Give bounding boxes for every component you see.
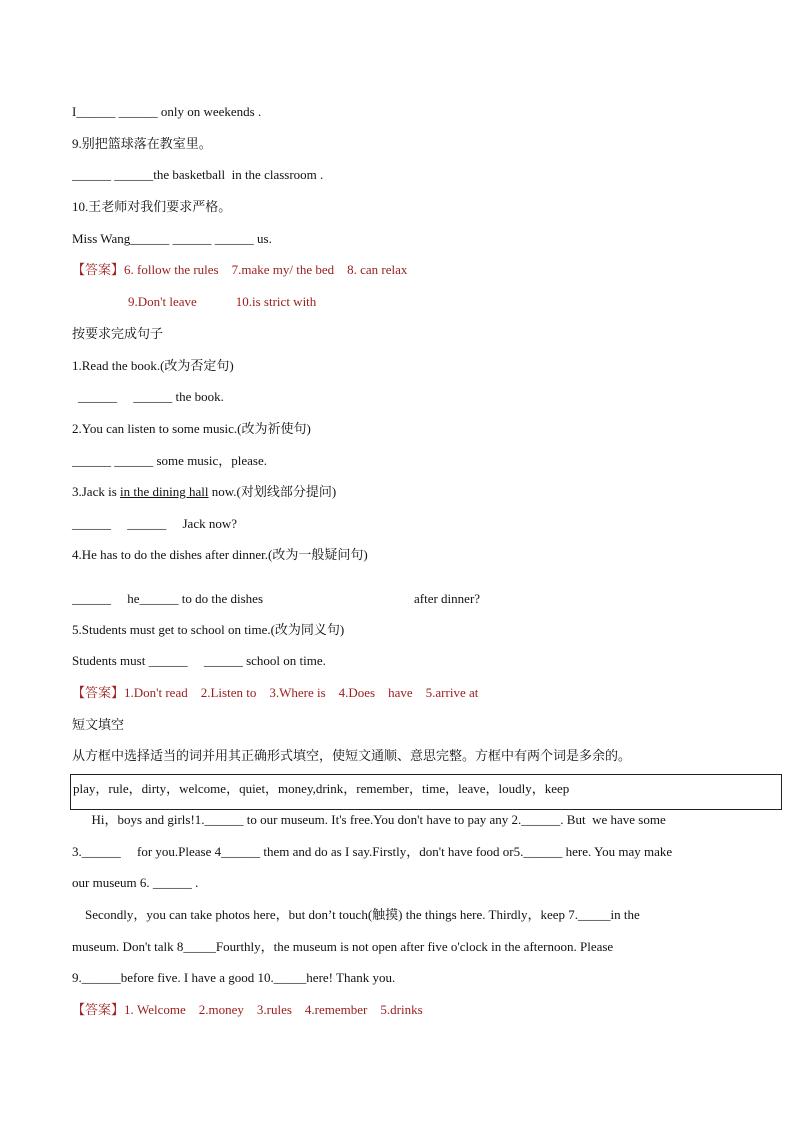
answer-blank-line: ______ ______ Jack now? [72, 516, 238, 531]
answer-line [72, 1002, 423, 1018]
question-line: 2.You can listen to some music.(改为祈使句) [72, 421, 311, 436]
text-line: ______ ______the basketball in the classroom . [72, 167, 324, 182]
answer-line [72, 262, 407, 278]
question-line [72, 484, 336, 500]
answer-text: 6. follow the rules 7.make my/ the bed 8. can relax [124, 262, 408, 277]
answer-line [72, 685, 478, 701]
passage-line: Hi，boys and girls!1.______ to our museum. It's free.You don't have to pay any 2.______. But we have some [72, 812, 666, 827]
word-list: play，rule，dirty，welcome，quiet，money,drink，remember，time，leave，loudly，keep [73, 781, 570, 796]
passage-line: 9.______before five. I have a good 10._____here! Thank you. [72, 970, 396, 985]
word-box [70, 774, 782, 810]
passage-line: our museum 6. ______ . [72, 875, 199, 890]
answer-tag: 【答案】 [72, 262, 125, 277]
section-heading: 按要求完成句子 [72, 326, 164, 341]
text-line: 10.王老师对我们要求严格。 [72, 199, 232, 214]
passage-line: 3.______ for you.Please 4______ them and do as I say.Firstly，don't have food or5.______ here. You may make [72, 844, 673, 859]
question-line: 1.Read the book.(改为否定句) [72, 358, 234, 373]
passage-line: museum. Don't talk 8_____Fourthly，the museum is not open after five o'clock in the afternoon. Please [72, 939, 614, 954]
passage-line: Secondly，you can take photos here，but don’t touch(触摸) the things here. Thirdly，keep 7._____in the [72, 907, 640, 922]
question-line: 5.Students must get to school on time.(改为同义句) [72, 622, 345, 637]
answer-blank-line: ______ he______ to do the dishes [72, 591, 264, 606]
answer-tag: 【答案】 [72, 685, 125, 700]
text-line: I______ ______ only on weekends . [72, 104, 262, 119]
answer-blank-line: ______ ______ the book. [78, 389, 224, 404]
section-heading: 短文填空 [72, 717, 125, 732]
answer-tag: 【答案】 [72, 1002, 125, 1017]
question-text: 3.Jack is [72, 484, 121, 499]
underlined-phrase: in the dining hall [120, 484, 209, 499]
question-text: now.(对划线部分提问) [208, 484, 337, 499]
answer-blank-line: Students must ______ ______ school on time. [72, 653, 326, 668]
answer-text: 1. Welcome 2.money 3.rules 4.remember 5.drinks [124, 1002, 423, 1017]
instruction-line: 从方框中选择适当的词并用其正确形式填空，使短文通顺、意思完整。方框中有两个词是多余的。 [72, 748, 632, 763]
answer-text: 1.Don't read 2.Listen to 3.Where is 4.Does have 5.arrive at [124, 685, 479, 700]
answer-blank-line: after dinner? [414, 591, 481, 606]
answer-line: 9.Don't leave 10.is strict with [128, 294, 317, 309]
answer-blank-line: ______ ______ some music，please. [72, 453, 267, 468]
text-line: Miss Wang______ ______ ______ us. [72, 231, 272, 246]
text-line: 9.别把篮球落在教室里。 [72, 136, 212, 151]
question-line: 4.He has to do the dishes after dinner.(改为一般疑问句) [72, 547, 368, 562]
